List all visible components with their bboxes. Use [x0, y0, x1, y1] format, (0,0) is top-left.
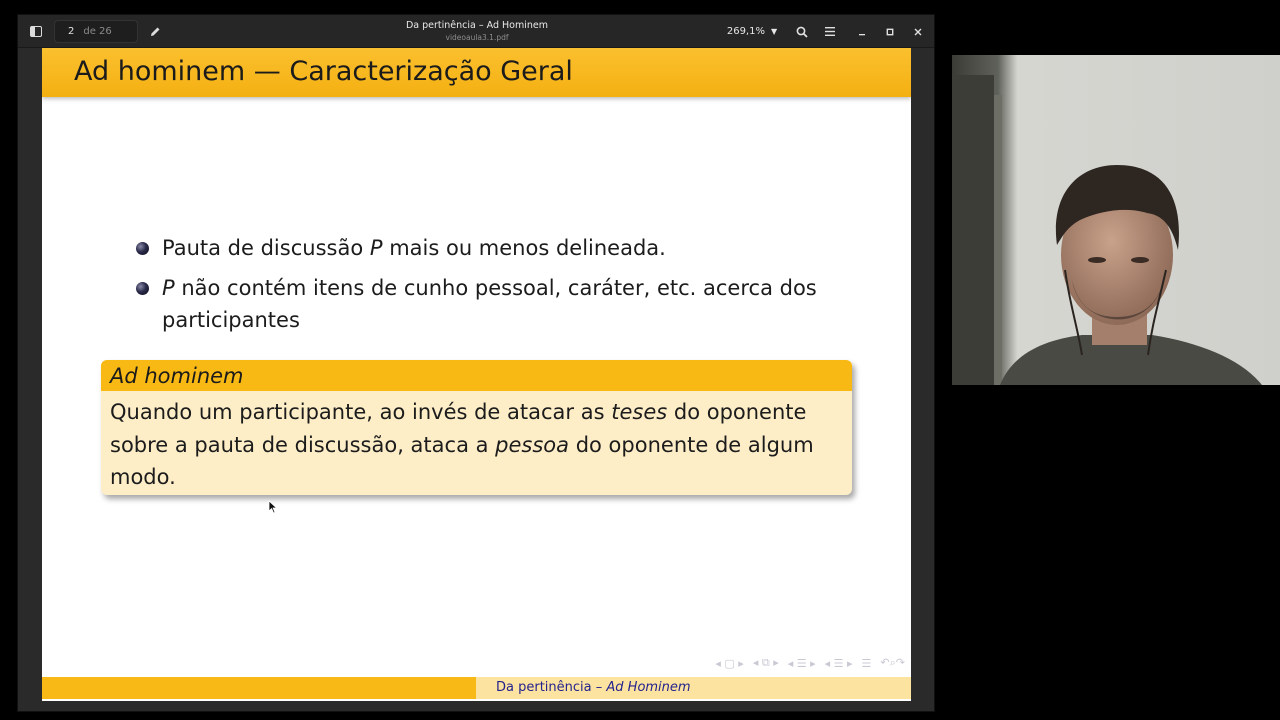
- pdf-page: [42, 48, 911, 701]
- nav-section-icon[interactable]: ◂ ☰ ▸: [787, 656, 816, 670]
- block-text: do oponente de algum: [569, 432, 814, 457]
- block-emphasis: teses: [611, 400, 668, 424]
- document-filename: videoaula3.1.pdf: [445, 33, 509, 42]
- footline-title-box: [476, 677, 911, 699]
- header-bar: [18, 15, 934, 48]
- bullet-text: Pauta de discussão: [162, 236, 370, 260]
- bullet-text: participantes: [162, 308, 300, 332]
- search-icon: [796, 26, 808, 38]
- footline-short-title-emphasis: Ad Hominem: [606, 680, 691, 695]
- bullet-ball-icon: [136, 242, 149, 255]
- zoom-level: 269,1%: [726, 26, 765, 37]
- block-title: Ad hominem: [101, 360, 852, 391]
- annotate-button[interactable]: [143, 20, 167, 43]
- nav-frame-icon[interactable]: ◂ ▢ ▸: [715, 656, 744, 670]
- footline: [42, 677, 911, 699]
- webcam-image: [952, 55, 1280, 385]
- definition-block: [101, 360, 852, 495]
- beamer-navigation-symbols: [706, 656, 905, 670]
- mouse-pointer-icon: [268, 499, 278, 518]
- nav-outline-icon[interactable]: ☰: [861, 656, 872, 670]
- frame-title-bar: [42, 48, 911, 97]
- pencil-icon: [150, 26, 161, 37]
- block-text: sobre a pauta de discussão, ataca a: [110, 432, 496, 457]
- nav-search-back-icon[interactable]: ↶⌕↷: [880, 656, 905, 669]
- minimize-button[interactable]: [851, 20, 873, 43]
- nav-subsection-icon[interactable]: ◂ ⧉ ▸: [752, 656, 779, 669]
- maximize-icon: [886, 28, 894, 36]
- nav-document-icon[interactable]: ◂ ☰ ▸: [824, 656, 853, 670]
- window-title: [277, 20, 677, 43]
- minimize-icon: [858, 28, 866, 36]
- main-menu-button[interactable]: [818, 20, 842, 43]
- close-icon: [914, 28, 922, 36]
- sidebar-toggle-button[interactable]: [24, 20, 48, 43]
- bullet-item: [134, 232, 854, 264]
- bullet-ball-icon: [136, 282, 149, 295]
- bullet-item: [134, 272, 854, 336]
- block-body: [101, 391, 852, 494]
- footline-short-title: Da pertinência –: [496, 680, 607, 695]
- chevron-down-icon: ▼: [770, 27, 778, 36]
- footline-title: [496, 680, 691, 695]
- bullet-variable: P: [369, 236, 383, 260]
- zoom-dropdown[interactable]: [722, 20, 782, 43]
- bullet-text: mais ou menos delineada.: [382, 236, 666, 260]
- block-text: modo.: [110, 465, 176, 489]
- hamburger-menu-icon: [825, 27, 835, 36]
- document-title: Da pertinência – Ad Hominem: [405, 20, 548, 31]
- page-count-label: de 26: [83, 26, 112, 37]
- page-number-field[interactable]: [54, 20, 138, 43]
- bullet-variable: P: [162, 276, 175, 300]
- block-text: Quando um participante, ao invés de atacar as: [110, 400, 612, 424]
- search-button[interactable]: [790, 20, 814, 43]
- maximize-button[interactable]: [879, 20, 901, 43]
- sidebar-toggle-icon: [30, 26, 42, 37]
- webcam-feed: [952, 55, 1280, 385]
- current-page-input[interactable]: 2: [68, 26, 75, 37]
- bullet-list: [134, 232, 854, 344]
- close-button[interactable]: [907, 20, 929, 43]
- block-emphasis: pessoa: [495, 432, 570, 457]
- bullet-text: não contém itens de cunho pessoal, caráter, etc. acerca dos: [174, 276, 817, 300]
- frame-title: Ad hominem — Caracterização Geral: [74, 56, 573, 87]
- block-text: do oponente: [667, 400, 807, 424]
